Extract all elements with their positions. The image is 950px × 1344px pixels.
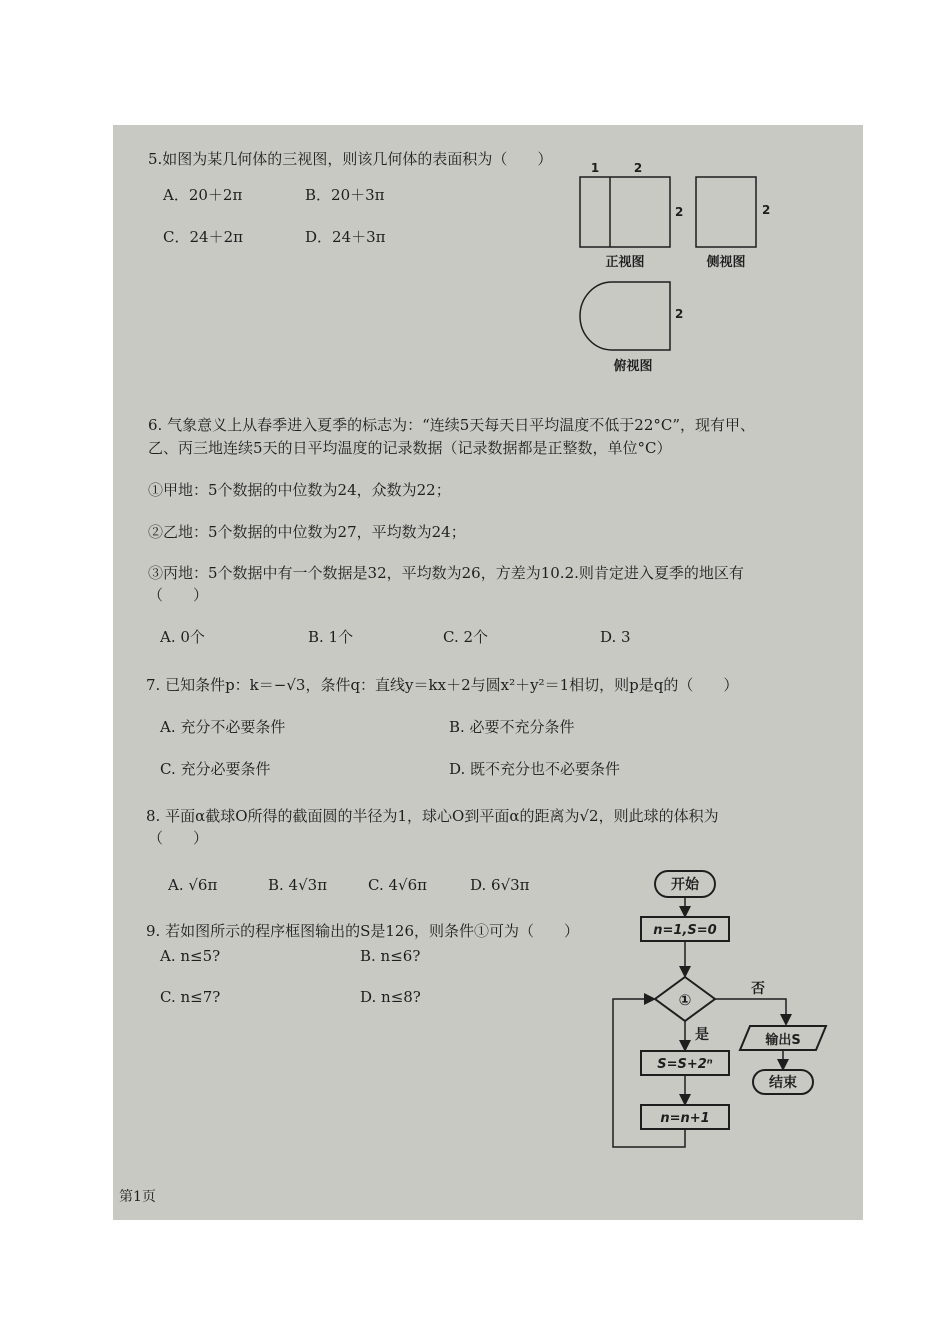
flow-cond-text: ① — [678, 991, 692, 1009]
q9-option-c: C. n≤7? — [160, 988, 221, 1006]
top-view-shape — [580, 282, 670, 350]
side-view-rect — [696, 177, 756, 247]
q7-option-d: D. 既不充分也不必要条件 — [449, 760, 621, 778]
flow-start-text: 开始 — [671, 877, 699, 893]
q8-stem: 8. 平面α截球O所得的截面圆的半径为1，球心O到平面α的距离为√2，则此球的体积为 — [146, 807, 719, 825]
q6-option-a: A. 0个 — [160, 628, 205, 646]
flow-no-label: 否 — [751, 981, 765, 997]
q6-option-d: D. 3 — [600, 628, 631, 646]
q7-option-b: B. 必要不充分条件 — [449, 718, 575, 736]
q7-stem: 7. 已知条件p：k＝−√3，条件q：直线y＝kx＋2与圆x²＋y²＝1相切，则p是q的（ ） — [146, 676, 739, 694]
q9-option-d: D. n≤8? — [360, 988, 421, 1006]
q6-item-2: ②乙地：5个数据的中位数为27，平均数为24； — [148, 523, 466, 541]
q6-item-3: ③丙地：5个数据中有一个数据是32，平均数为26，方差为10.2.则肯定进入夏季的地区有 — [148, 564, 744, 582]
q5-option-d: D．24＋3π — [305, 228, 386, 246]
front-dim-3: 2 — [675, 205, 684, 219]
flowchart — [603, 865, 838, 1155]
q5-option-b: B．20＋3π — [305, 186, 385, 204]
flow-init-text: n=1,S=0 — [653, 923, 717, 938]
q8-paren: （ ） — [148, 829, 209, 847]
q6-option-b: B. 1个 — [308, 628, 354, 646]
front-view-label: 正视图 — [605, 255, 645, 270]
flow-update-n-text: n=n+1 — [660, 1111, 710, 1126]
q5-option-c: C．24＋2π — [163, 228, 243, 246]
q9-stem: 9. 若如图所示的程序框图输出的S是126，则条件①可为（ ） — [146, 922, 579, 940]
q5-stem: 5.如图为某几何体的三视图，则该几何体的表面积为（ ） — [148, 150, 553, 168]
q9-option-b: B. n≤6? — [360, 947, 421, 965]
page-number: 第1页 — [119, 1189, 156, 1205]
q8-option-d: D. 6√3π — [470, 876, 530, 894]
top-view-label: 俯视图 — [613, 359, 653, 374]
q9-option-a: A. n≤5? — [160, 947, 221, 965]
q6-item-1: ①甲地：5个数据的中位数为24，众数为22； — [148, 481, 451, 499]
flow-yes-label: 是 — [695, 1027, 709, 1043]
flow-update-s-text: S=S+2ⁿ — [657, 1057, 713, 1072]
q8-option-c: C. 4√6π — [368, 876, 427, 894]
q5-option-a: A．20＋2π — [163, 186, 243, 204]
side-view-label: 侧视图 — [706, 255, 746, 270]
flow-end-text: 结束 — [769, 1075, 797, 1091]
exam-page — [113, 125, 863, 1220]
q6-stem-line1: 6. 气象意义上从春季进入夏季的标志为：“连续5天每天日平均温度不低于22°C”，现有甲、 — [148, 416, 756, 434]
side-dim: 2 — [762, 203, 771, 217]
q7-option-a: A. 充分不必要条件 — [160, 718, 286, 736]
front-dim-1: 1 — [590, 161, 600, 175]
front-view-rect — [580, 177, 670, 247]
top-dim: 2 — [675, 307, 684, 321]
q7-option-c: C. 充分必要条件 — [160, 760, 271, 778]
q6-option-c: C. 2个 — [443, 628, 489, 646]
q8-option-a: A. √6π — [168, 876, 218, 894]
front-dim-2: 2 — [633, 161, 643, 175]
q6-stem-line2: 乙、丙三地连续5天的日平均温度的记录数据（记录数据都是正整数，单位°C） — [148, 439, 672, 457]
three-view-figure — [568, 155, 783, 380]
q8-option-b: B. 4√3π — [268, 876, 328, 894]
flow-output-text: 输出S — [765, 1033, 801, 1048]
q6-item-3-paren: （ ） — [148, 586, 209, 604]
